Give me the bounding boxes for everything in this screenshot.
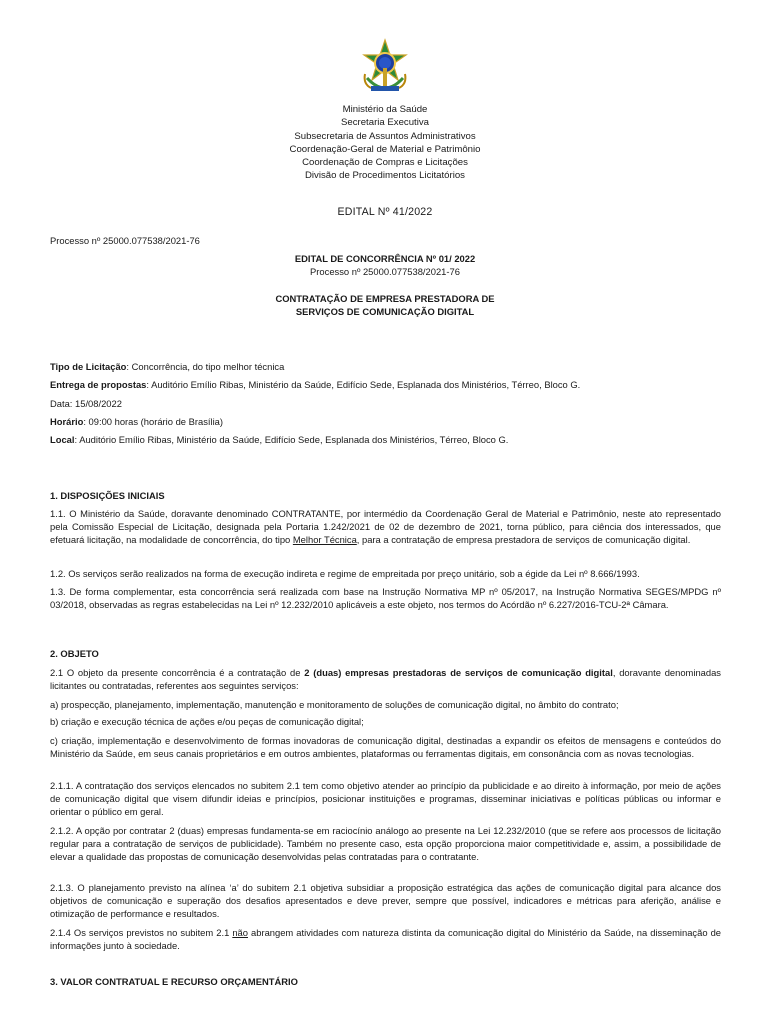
underlined-text: Melhor Técnica: [292, 534, 357, 545]
paragraph-1-1: [50, 507, 721, 546]
concorrencia-processo: Processo nº 25000.077538/2021-76: [310, 266, 460, 277]
underlined-text: não: [232, 927, 248, 938]
header-line: Coordenação de Compras e Licitações: [302, 157, 468, 169]
paragraph-2-1-3: 2.1.3. O planejamento previsto na alínea ‘a’ do subitem 2.1 objetiva subsidiar a proposição estratégica das ações de comunicação digital para alcance dos objetivos de comunicação e superação dos desafios apresentados e deve prever, sempre que possível, indicadores e métricas para aferição, análise e otimização de performance e resultados.: [50, 882, 721, 919]
section-1-title: 1. DISPOSIÇÕES INICIAIS: [50, 490, 165, 501]
paragraph-2-1-1: 2.1.1. A contratação dos serviços elencados no subitem 2.1 tem como objetivo atender ao princípio da publicidade e ao direito à informação, por meio de ações de comunicação digital que visem difundir ideias e princípios, posicionar instituições e programas, disseminar iniciativas e políticas públicas ou informar e orientar o público em geral.: [50, 780, 721, 817]
header-line: Coordenação-Geral de Material e Patrimônio: [289, 143, 481, 155]
text: 1.1. O Ministério da Saúde, doravante denominado CONTRATANTE, por intermédio da Coordenação Geral de Material e Patrimônio, neste ato representado pela Comissão Especial de Licitação, designada pela Portaria 1.242/2021 de 02 de dezembro de 2021, torna público, para ciência dos interessados, que efetuará licitação, na modalidade de concorrência, do tipo: [50, 508, 721, 545]
header-line: Subsecretaria de Assuntos Administrativos: [294, 130, 476, 142]
item-b: b) criação e execução técnica de ações e/ou peças de comunicação digital;: [50, 716, 364, 727]
text: 2.1 O objeto da presente concorrência é a contratação de: [50, 667, 305, 678]
header-line: Ministério da Saúde: [342, 104, 428, 115]
text: 2.1.4 Os serviços previstos no subitem 2.1: [50, 927, 233, 938]
paragraph-1-3: 1.3. De forma complementar, esta concorrência será realizada com base na Instrução Normativa MP nº 05/2017, na Instrução Normativa SEGES/MPDG nº 03/2018, observadas as regras estabelecidas na Lei nº 12.232/2010 aplicáveis a este objeto, nos termos do Acórdão nº 6.227/2016-TCU-2ª Câmara.: [50, 586, 721, 610]
item-a: a) prospecção, planejamento, implementação, manutenção e monitoramento de soluções de comunicação digital, no âmbito do contrato;: [50, 699, 619, 710]
tipo-licitacao: [50, 361, 730, 372]
concorrencia-block: [0, 252, 770, 278]
horario-line: [50, 416, 730, 427]
contratacao-title: [0, 292, 770, 318]
paragraph-2-1-2: 2.1.2. A opção por contratar 2 (duas) empresas fundamenta-se em raciocínio análogo ao presente na Lei 12.232/2010 (que se refere aos processos de licitação regular para a contratação de serviços de publicidade). Também no presente caso, esta opção proporciona maior competitividade e, assim, a possibilidade de elevar a qualidade das propostas de comunicação desenvolvidas pelas contratadas para o contratante.: [50, 825, 721, 862]
header-line: Divisão de Procedimentos Licitatórios: [305, 170, 465, 182]
contratacao-line: SERVIÇOS DE COMUNICAÇÃO DIGITAL: [295, 306, 475, 317]
section-2-title: 2. OBJETO: [50, 648, 99, 659]
tipo-value: : Concorrência, do tipo melhor técnica: [126, 361, 285, 372]
text: abrangem atividades com natureza distinta da comunicação digital do Ministério da Saúde, na disseminação de informações junto à sociedade.: [50, 927, 721, 951]
horario-label: Horário: [50, 416, 84, 427]
institution-header: [0, 103, 770, 183]
coat-of-arms-emblem: [357, 38, 413, 96]
horario-value: : 09:00 horas (horário de Brasília): [83, 416, 223, 427]
data-line: Data: 15/08/2022: [50, 398, 122, 409]
paragraph-1-2: 1.2. Os serviços serão realizados na forma de execução indireta e regime de empreitada por preço unitário, sob a égide da Lei nº 8.666/1993.: [50, 568, 640, 579]
processo-number: Processo nº 25000.077538/2021-76: [50, 235, 200, 246]
header-line: Secretaria Executiva: [341, 117, 429, 129]
text: , doravante denominadas licitantes ou contratadas, referentes aos seguintes serviços:: [50, 667, 721, 691]
concorrencia-title: EDITAL DE CONCORRÊNCIA Nº 01/ 2022: [294, 253, 476, 264]
local-value: : Auditório Emílio Ribas, Ministério da Saúde, Edifício Sede, Esplanada dos Ministérios, Térreo, Bloco G.: [74, 434, 509, 445]
edital-title: EDITAL Nº 41/2022: [337, 206, 433, 218]
local-line: [50, 434, 730, 445]
tipo-label: Tipo de Licitação: [50, 361, 127, 372]
paragraph-2-1: [50, 666, 721, 692]
section-3-title: 3. VALOR CONTRATUAL E RECURSO ORÇAMENTÁRIO: [50, 976, 298, 987]
text: , para a contratação de empresa prestadora de serviços de comunicação digital.: [356, 534, 691, 545]
contratacao-line: CONTRATAÇÃO DE EMPRESA PRESTADORA DE: [275, 293, 495, 304]
entrega-propostas: [50, 379, 730, 390]
local-label: Local: [50, 434, 75, 445]
entrega-value: : Auditório Emílio Ribas, Ministério da Saúde, Edifício Sede, Esplanada dos Ministérios, Térreo, Bloco G.: [146, 379, 581, 390]
paragraph-2-1-4: [50, 926, 721, 952]
item-c: c) criação, implementação e desenvolvimento de formas inovadoras de comunicação digital, destinadas a expandir os efeitos de mensagens e conteúdos do Ministério da Saúde, em seus canais proprietários e em outros ambientes, plataformas ou ferramentas digitais, em consonância com as novas tecnologias.: [50, 735, 721, 759]
bold-text: 2 (duas) empresas prestadoras de serviços de comunicação digital: [304, 667, 613, 678]
entrega-label: Entrega de propostas: [50, 379, 147, 390]
